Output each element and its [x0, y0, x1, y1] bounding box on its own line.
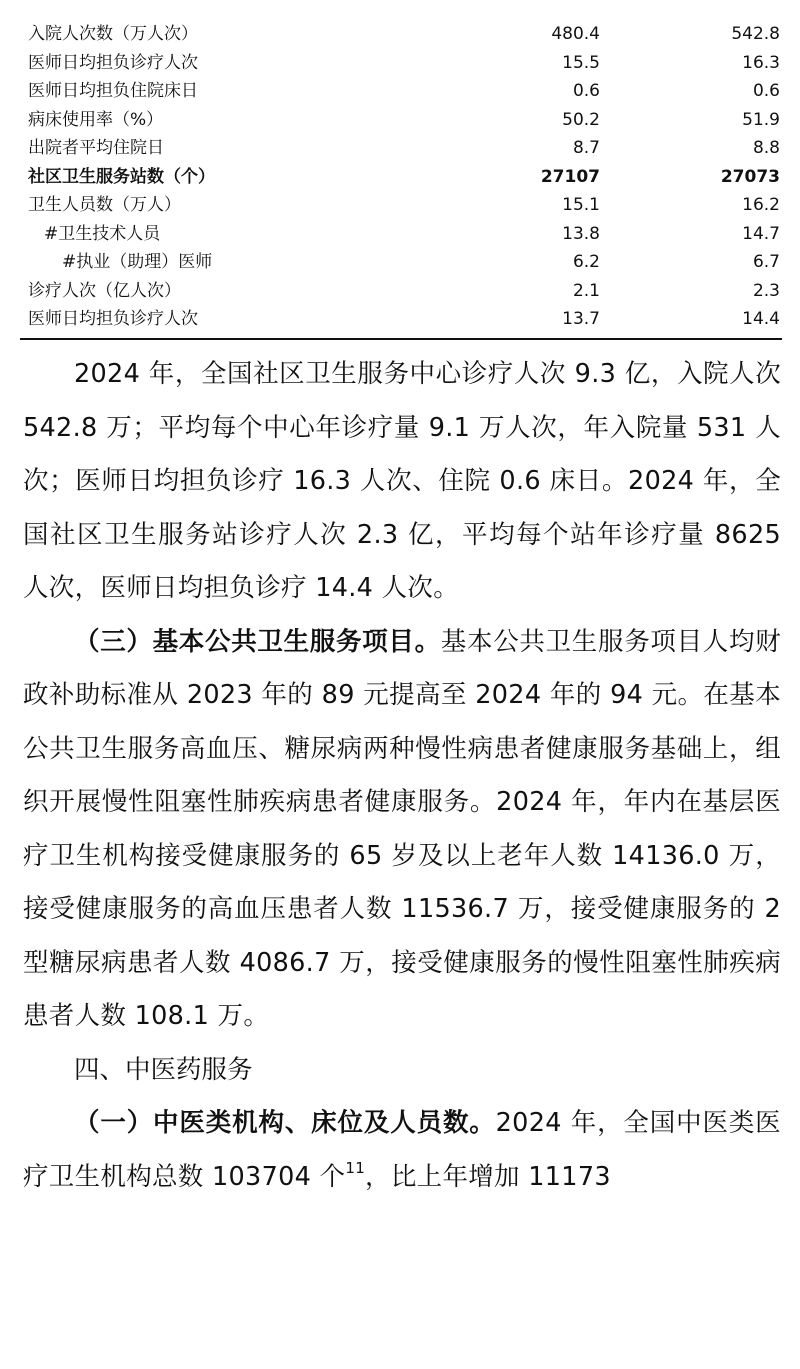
paragraph-tcm-text-b: ，比上年增加 11173 — [365, 1161, 611, 1192]
row-label: 入院人次数（万人次） — [28, 24, 198, 44]
row-label: #卫生技术人员 — [44, 223, 161, 244]
table-bottom-rule — [20, 338, 782, 340]
value-2023: 8.7 — [572, 138, 600, 158]
section-lead-public-health: （三）基本公共卫生服务项目。 — [74, 626, 441, 657]
value-2023: 27107 — [540, 166, 600, 187]
row-label: 病床使用率（%） — [28, 109, 164, 130]
row-label: 医师日均担负诊疗人次 — [28, 309, 198, 329]
value-2024: 16.2 — [742, 195, 780, 215]
value-2024: 6.7 — [752, 252, 780, 272]
row-label: 医师日均担负诊疗人次 — [28, 52, 198, 73]
paragraph-community-service: 2024 年，全国社区卫生服务中心诊疗人次 9.3 亿，入院人次 542.8 万；平均每个中心年诊疗量 9.1 万人次，年入院量 531 人次；医师日均担负诊疗 16.3 人次、住院 0.6 床日。2024 年，全国社区卫生服务站诊疗人次 2.3 亿，平均每个站年诊疗量 8625 人次，医师日均担负诊疗 14.4 人次。 — [23, 359, 781, 603]
stats-table — [28, 20, 780, 334]
table-row — [28, 134, 780, 163]
value-2024: 27073 — [720, 166, 780, 187]
value-2024: 14.4 — [742, 309, 780, 329]
table-row — [28, 305, 780, 334]
value-2024: 0.6 — [752, 81, 780, 101]
value-2023: 15.5 — [562, 52, 600, 73]
table-row — [28, 191, 780, 220]
value-2023: 6.2 — [572, 252, 600, 272]
section-lead-tcm-institutions: （一）中医类机构、床位及人员数。 — [74, 1108, 496, 1138]
value-2023: 13.7 — [562, 309, 600, 329]
value-2024: 2.3 — [752, 280, 780, 301]
row-label: 社区卫生服务站数（个） — [28, 166, 215, 187]
body-text — [23, 348, 781, 1204]
row-label: #执业（助理）医师 — [62, 252, 213, 272]
table-row — [28, 163, 780, 192]
table-row — [28, 49, 780, 78]
row-label: 卫生人员数（万人） — [28, 195, 181, 215]
value-2024: 14.7 — [742, 223, 780, 244]
table-row — [28, 20, 780, 49]
row-label: 出院者平均住院日 — [28, 138, 164, 158]
value-2023: 15.1 — [562, 195, 600, 215]
value-2023: 2.1 — [572, 280, 600, 301]
paragraph-tcm-institutions — [23, 1097, 781, 1204]
table-row — [28, 77, 780, 106]
table-row — [28, 106, 780, 135]
value-2024: 542.8 — [731, 24, 780, 44]
value-2023: 13.8 — [562, 223, 600, 244]
row-label: 医师日均担负住院床日 — [28, 81, 198, 101]
value-2024: 16.3 — [742, 52, 780, 73]
table-row — [28, 220, 780, 249]
value-2024: 51.9 — [742, 109, 780, 130]
value-2023: 50.2 — [562, 109, 600, 130]
footnote-marker: 11 — [345, 1159, 366, 1177]
paragraph-public-health — [23, 616, 781, 1044]
table-row — [28, 248, 780, 277]
row-label: 诊疗人次（亿人次） — [28, 280, 181, 301]
paragraph-tcm-text-a: 2024 年，全国中医类医疗卫生机构总数 103704 个 — [23, 1108, 781, 1192]
paragraph-public-health-text: 基本公共卫生服务项目人均财政补助标准从 2023 年的 89 元提高至 2024 年的 94 元。在基本公共卫生服务高血压、糖尿病两种慢性病患者健康服务基础上，组织开展慢性阻塞性肺疾病患者健康服务。2024 年，年内在基层医疗卫生机构接受健康服务的 65 岁及以上老年人数 14136.0 万，接受健康服务的高血压患者人数 11536.7 万，接受健康服务的 2 型糖尿病患者人数 4086.7 万，接受健康服务的慢性阻塞性肺疾病患者人数 108.1 万。 — [23, 626, 781, 1031]
table-row — [28, 277, 780, 306]
value-2023: 0.6 — [572, 81, 600, 101]
section-heading-tcm: 四、中医药服务 — [74, 1054, 253, 1085]
value-2023: 480.4 — [551, 24, 600, 44]
value-2024: 8.8 — [752, 138, 780, 158]
